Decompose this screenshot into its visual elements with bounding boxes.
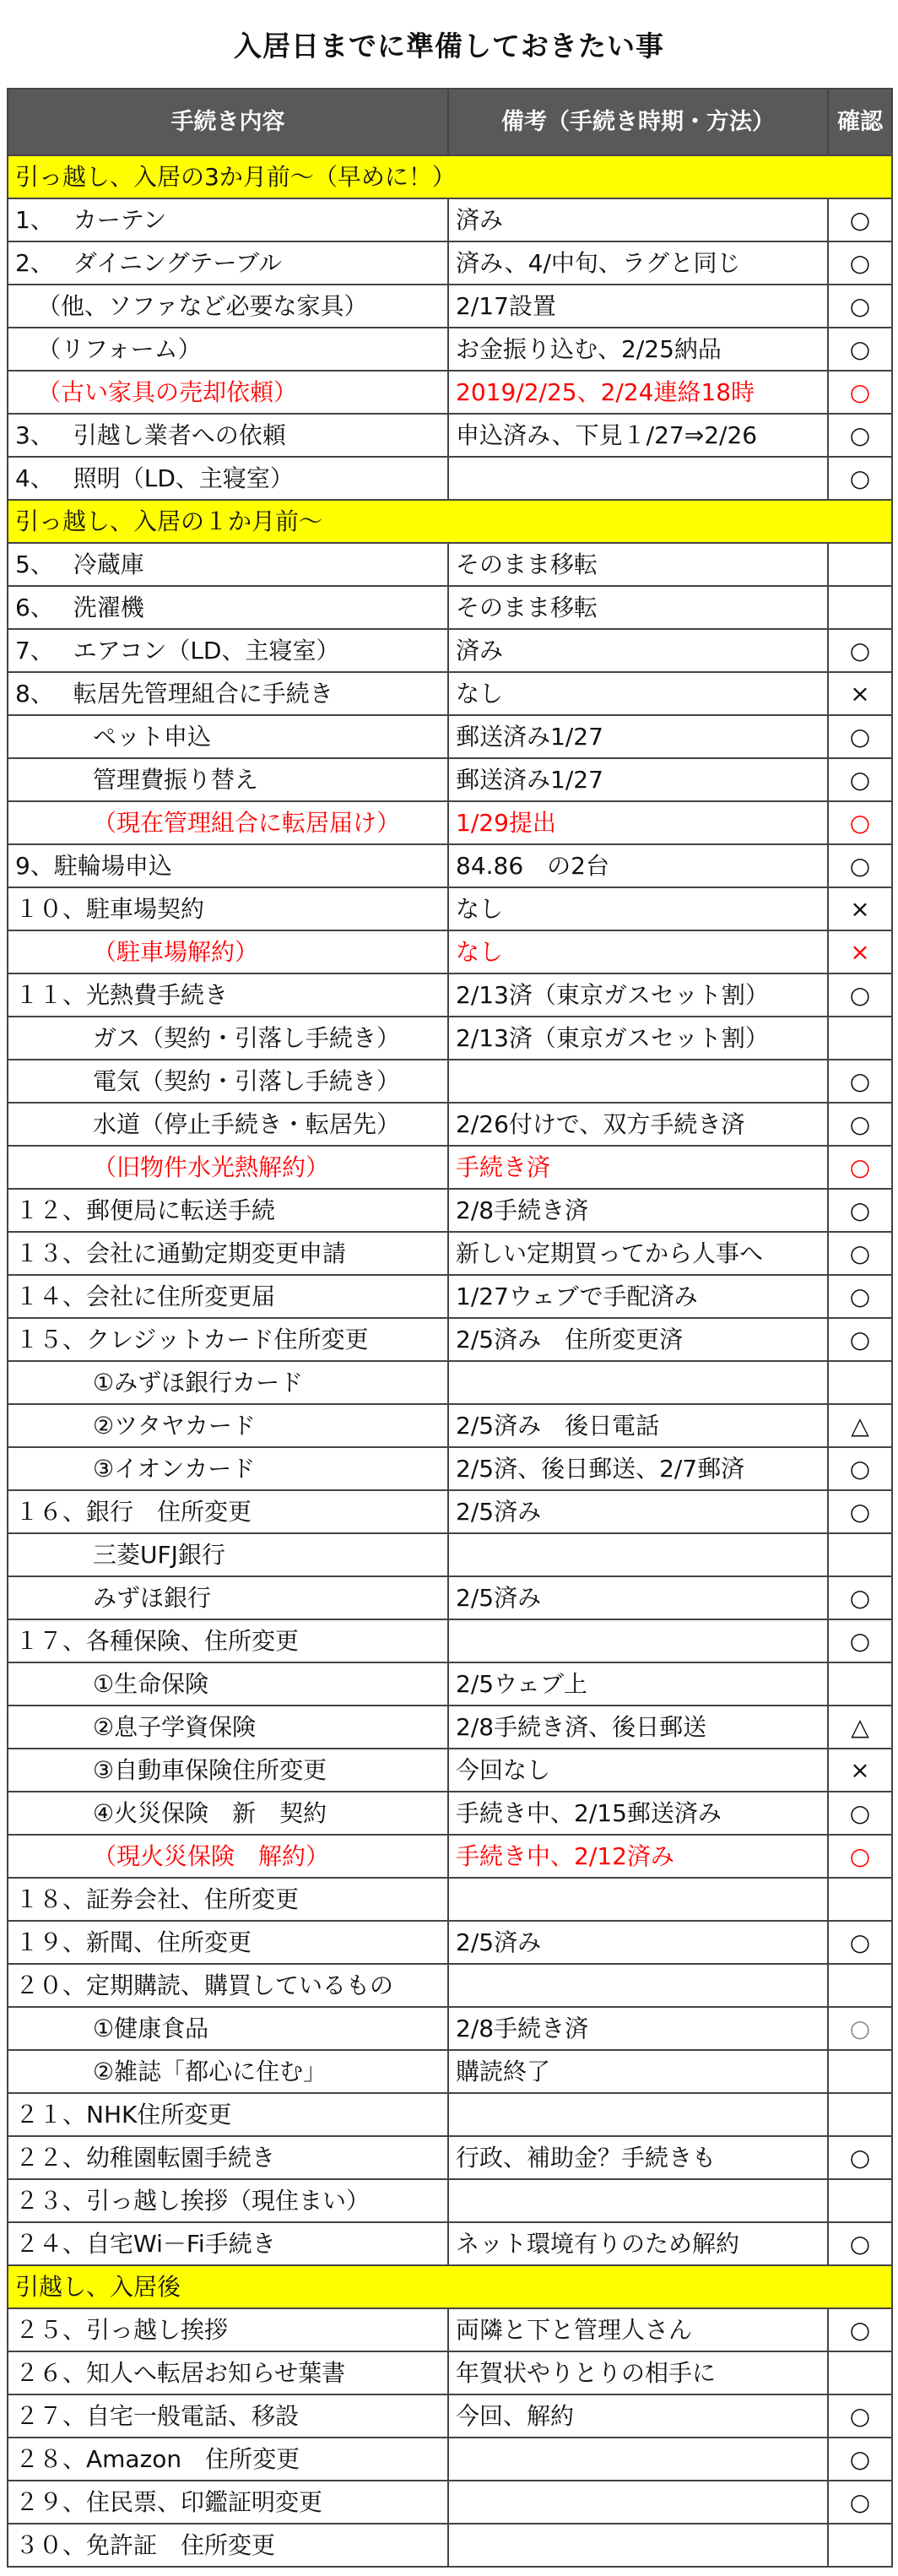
task-cell: ２１、NHK住所変更 bbox=[8, 2093, 448, 2136]
task-cell: １９、新聞、住所変更 bbox=[8, 1921, 448, 1964]
check-mark-cell: ○ bbox=[828, 2481, 892, 2524]
note-cell: 2/5済み 後日電話 bbox=[448, 1404, 828, 1447]
task-cell: ２８、Amazon 住所変更 bbox=[8, 2438, 448, 2481]
note-cell: 1/27ウェブで手配済み bbox=[448, 1275, 828, 1318]
note-cell: なし bbox=[448, 672, 828, 715]
check-mark-cell bbox=[828, 2524, 892, 2567]
note-cell bbox=[448, 1361, 828, 1404]
check-mark-cell: ○ bbox=[828, 2136, 892, 2179]
task-cell: ２９、住民票、印鑑証明変更 bbox=[8, 2481, 448, 2524]
note-cell: 新しい定期買ってから人事へ bbox=[448, 1232, 828, 1275]
task-cell: （他、ソファなど必要な家具） bbox=[8, 285, 448, 328]
note-cell bbox=[448, 457, 828, 500]
note-cell bbox=[448, 2524, 828, 2567]
check-mark-cell: ○ bbox=[828, 371, 892, 414]
task-cell: ③イオンカード bbox=[8, 1447, 448, 1490]
table-row bbox=[8, 1706, 892, 1749]
section-header-row bbox=[8, 500, 892, 543]
task-cell: １８、証券会社、住所変更 bbox=[8, 1878, 448, 1921]
header-task: 手続き内容 bbox=[8, 89, 448, 155]
table-row bbox=[8, 1490, 892, 1533]
note-cell: ネット環境有りのため解約 bbox=[448, 2222, 828, 2265]
task-cell: （リフォーム） bbox=[8, 328, 448, 371]
task-cell: ④火災保険 新 契約 bbox=[8, 1792, 448, 1835]
note-cell bbox=[448, 1964, 828, 2007]
checklist-table bbox=[7, 88, 893, 2568]
check-mark-cell: ○ bbox=[828, 1318, 892, 1361]
note-cell: 2/8手続き済 bbox=[448, 1189, 828, 1232]
table-row bbox=[8, 1619, 892, 1662]
table-row bbox=[8, 2524, 892, 2567]
check-mark-cell bbox=[828, 2093, 892, 2136]
check-mark-cell: ○ bbox=[828, 285, 892, 328]
note-cell: 2/5済み bbox=[448, 1921, 828, 1964]
table-row bbox=[8, 1361, 892, 1404]
check-mark-cell: × bbox=[828, 930, 892, 973]
check-mark-cell: ○ bbox=[828, 1103, 892, 1146]
table-row bbox=[8, 973, 892, 1017]
table-row bbox=[8, 328, 892, 371]
check-mark-cell bbox=[828, 1533, 892, 1576]
task-cell: ２２、幼稚園転園手続き bbox=[8, 2136, 448, 2179]
table-row bbox=[8, 543, 892, 586]
task-cell: （現火災保険 解約） bbox=[8, 1835, 448, 1878]
table-row bbox=[8, 2394, 892, 2438]
task-cell: （駐車場解約） bbox=[8, 930, 448, 973]
task-cell: ２４、自宅Wi－Fi手続き bbox=[8, 2222, 448, 2265]
table-row bbox=[8, 2093, 892, 2136]
note-cell bbox=[448, 2093, 828, 2136]
task-cell: 6、 洗濯機 bbox=[8, 586, 448, 629]
note-cell: 郵送済み1/27 bbox=[448, 758, 828, 801]
note-cell: 済み、4/中旬、ラグと同じ bbox=[448, 241, 828, 285]
note-cell bbox=[448, 2481, 828, 2524]
note-cell: 手続き済 bbox=[448, 1146, 828, 1189]
table-row bbox=[8, 1576, 892, 1619]
table-row bbox=[8, 414, 892, 457]
check-mark-cell: ○ bbox=[828, 241, 892, 285]
table-row bbox=[8, 2050, 892, 2093]
check-mark-cell bbox=[828, 1878, 892, 1921]
table-row bbox=[8, 1878, 892, 1921]
task-cell: １５、クレジットカード住所変更 bbox=[8, 1318, 448, 1361]
check-mark-cell: ○ bbox=[828, 2308, 892, 2351]
note-cell: 2/8手続き済 bbox=[448, 2007, 828, 2050]
note-cell: 済み bbox=[448, 629, 828, 672]
note-cell: 購読終了 bbox=[448, 2050, 828, 2093]
task-cell: みずほ銀行 bbox=[8, 1576, 448, 1619]
task-cell: 2、 ダイニングテーブル bbox=[8, 241, 448, 285]
table-row bbox=[8, 2007, 892, 2050]
table-row bbox=[8, 1792, 892, 1835]
note-cell: なし bbox=[448, 887, 828, 930]
task-cell: １０、駐車場契約 bbox=[8, 887, 448, 930]
table-row bbox=[8, 758, 892, 801]
note-cell: 2/13済（東京ガスセット割） bbox=[448, 973, 828, 1017]
task-cell: ２６、知人へ転居お知らせ葉書 bbox=[8, 2351, 448, 2394]
check-mark-cell bbox=[828, 1361, 892, 1404]
table-row bbox=[8, 198, 892, 241]
check-mark-cell: ○ bbox=[828, 1275, 892, 1318]
check-mark-cell: ○ bbox=[828, 414, 892, 457]
table-row bbox=[8, 457, 892, 500]
table-row bbox=[8, 672, 892, 715]
note-cell: 済み bbox=[448, 198, 828, 241]
table-row bbox=[8, 1060, 892, 1103]
note-cell bbox=[448, 2438, 828, 2481]
table-row bbox=[8, 1017, 892, 1060]
note-cell: 2/13済（東京ガスセット割） bbox=[448, 1017, 828, 1060]
check-mark-cell: ○ bbox=[828, 2007, 892, 2050]
task-cell: ①健康食品 bbox=[8, 2007, 448, 2050]
note-cell: 2019/2/25、2/24連絡18時 bbox=[448, 371, 828, 414]
task-cell: ②ツタヤカード bbox=[8, 1404, 448, 1447]
section-header-row bbox=[8, 2265, 892, 2308]
note-cell bbox=[448, 1619, 828, 1662]
check-mark-cell: ○ bbox=[828, 1490, 892, 1533]
check-mark-cell: ○ bbox=[828, 2394, 892, 2438]
task-cell: １２、郵便局に転送手続 bbox=[8, 1189, 448, 1232]
table-row bbox=[8, 1232, 892, 1275]
task-cell: １６、銀行 住所変更 bbox=[8, 1490, 448, 1533]
note-cell: 郵送済み1/27 bbox=[448, 715, 828, 758]
task-cell: ①生命保険 bbox=[8, 1662, 448, 1706]
check-mark-cell: ○ bbox=[828, 1792, 892, 1835]
header-check: 確認 bbox=[828, 89, 892, 155]
checklist-body bbox=[8, 155, 892, 2567]
note-cell: 2/17設置 bbox=[448, 285, 828, 328]
check-mark-cell: ○ bbox=[828, 1576, 892, 1619]
task-cell: 三菱UFJ銀行 bbox=[8, 1533, 448, 1576]
note-cell: お金振り込む、2/25納品 bbox=[448, 328, 828, 371]
check-mark-cell: ○ bbox=[828, 1447, 892, 1490]
table-row bbox=[8, 2481, 892, 2524]
check-mark-cell: ○ bbox=[828, 2438, 892, 2481]
table-row bbox=[8, 2179, 892, 2222]
table-row bbox=[8, 241, 892, 285]
note-cell: 2/5済み bbox=[448, 1576, 828, 1619]
note-cell: 今回、解約 bbox=[448, 2394, 828, 2438]
table-row bbox=[8, 1662, 892, 1706]
check-mark-cell: ○ bbox=[828, 1146, 892, 1189]
check-mark-cell: × bbox=[828, 887, 892, 930]
task-cell: 4、 照明（LD、主寝室） bbox=[8, 457, 448, 500]
table-row bbox=[8, 2351, 892, 2394]
check-mark-cell: ○ bbox=[828, 758, 892, 801]
header-row bbox=[8, 89, 892, 155]
check-mark-cell: ○ bbox=[828, 2222, 892, 2265]
task-cell: ２０、定期購読、購買しているもの bbox=[8, 1964, 448, 2007]
task-cell: 7、 エアコン（LD、主寝室） bbox=[8, 629, 448, 672]
table-row bbox=[8, 2438, 892, 2481]
note-cell: 2/5済み bbox=[448, 1490, 828, 1533]
note-cell: 1/29提出 bbox=[448, 801, 828, 844]
note-cell: 2/5済、後日郵送、2/7郵済 bbox=[448, 1447, 828, 1490]
table-row bbox=[8, 2308, 892, 2351]
check-mark-cell: ○ bbox=[828, 1060, 892, 1103]
table-row bbox=[8, 1964, 892, 2007]
table-row bbox=[8, 285, 892, 328]
table-row bbox=[8, 715, 892, 758]
task-cell: 3、 引越し業者への依頼 bbox=[8, 414, 448, 457]
task-cell: 1、 カーテン bbox=[8, 198, 448, 241]
table-row bbox=[8, 1275, 892, 1318]
task-cell: １７、各種保険、住所変更 bbox=[8, 1619, 448, 1662]
task-cell: ②雑誌「都心に住む」 bbox=[8, 2050, 448, 2093]
note-cell bbox=[448, 1878, 828, 1921]
task-cell: （旧物件水光熱解約） bbox=[8, 1146, 448, 1189]
task-cell: ２７、自宅一般電話、移設 bbox=[8, 2394, 448, 2438]
table-row bbox=[8, 1749, 892, 1792]
table-row bbox=[8, 887, 892, 930]
task-cell: ２５、引っ越し挨拶 bbox=[8, 2308, 448, 2351]
note-cell bbox=[448, 2179, 828, 2222]
check-mark-cell: ○ bbox=[828, 1189, 892, 1232]
section-header-row bbox=[8, 155, 892, 198]
page-title: 入居日までに準備しておきたい事 bbox=[234, 29, 664, 62]
check-mark-cell: ○ bbox=[828, 457, 892, 500]
note-cell: 2/26付けで、双方手続き済 bbox=[448, 1103, 828, 1146]
header-note: 備考（手続き時期・方法） bbox=[448, 89, 828, 155]
note-cell: 2/8手続き済、後日郵送 bbox=[448, 1706, 828, 1749]
table-row bbox=[8, 930, 892, 973]
table-row bbox=[8, 2136, 892, 2179]
check-mark-cell bbox=[828, 1017, 892, 1060]
check-mark-cell: △ bbox=[828, 1404, 892, 1447]
table-row bbox=[8, 1103, 892, 1146]
check-mark-cell: ○ bbox=[828, 715, 892, 758]
table-row bbox=[8, 2222, 892, 2265]
task-cell: １３、会社に通勤定期変更申請 bbox=[8, 1232, 448, 1275]
check-mark-cell: ○ bbox=[828, 844, 892, 887]
check-mark-cell: ○ bbox=[828, 328, 892, 371]
task-cell: 管理費振り替え bbox=[8, 758, 448, 801]
table-row bbox=[8, 1318, 892, 1361]
note-cell: そのまま移転 bbox=[448, 543, 828, 586]
task-cell: ③自動車保険住所変更 bbox=[8, 1749, 448, 1792]
check-mark-cell: ○ bbox=[828, 973, 892, 1017]
note-cell: 両隣と下と管理人さん bbox=[448, 2308, 828, 2351]
table-row bbox=[8, 844, 892, 887]
note-cell bbox=[448, 1060, 828, 1103]
note-cell: 行政、補助金？手続きも bbox=[448, 2136, 828, 2179]
check-mark-cell: × bbox=[828, 672, 892, 715]
note-cell bbox=[448, 1533, 828, 1576]
table-row bbox=[8, 1533, 892, 1576]
task-cell: （古い家具の売却依頼） bbox=[8, 371, 448, 414]
note-cell: そのまま移転 bbox=[448, 586, 828, 629]
check-mark-cell bbox=[828, 2351, 892, 2394]
task-cell: ３０、免許証 住所変更 bbox=[8, 2524, 448, 2567]
note-cell: 申込済み、下見１/27⇒2/26 bbox=[448, 414, 828, 457]
table-row bbox=[8, 1404, 892, 1447]
table-row bbox=[8, 371, 892, 414]
check-mark-cell: ○ bbox=[828, 1835, 892, 1878]
note-cell: 年賀状やりとりの相手に bbox=[448, 2351, 828, 2394]
task-cell: ２３、引っ越し挨拶（現住まい） bbox=[8, 2179, 448, 2222]
task-cell: ガス（契約・引落し手続き） bbox=[8, 1017, 448, 1060]
note-cell: 手続き中、2/12済み bbox=[448, 1835, 828, 1878]
check-mark-cell bbox=[828, 1964, 892, 2007]
section-title: 引越し、入居後 bbox=[8, 2265, 892, 2308]
check-mark-cell bbox=[828, 2179, 892, 2222]
check-mark-cell bbox=[828, 2050, 892, 2093]
check-mark-cell: ○ bbox=[828, 1921, 892, 1964]
check-mark-cell bbox=[828, 543, 892, 586]
check-mark-cell: ○ bbox=[828, 1619, 892, 1662]
note-cell: なし bbox=[448, 930, 828, 973]
table-row bbox=[8, 1189, 892, 1232]
note-cell: 84.86 の2台 bbox=[448, 844, 828, 887]
table-row bbox=[8, 1447, 892, 1490]
check-mark-cell: ○ bbox=[828, 1232, 892, 1275]
table-row bbox=[8, 1835, 892, 1878]
section-title: 引っ越し、入居の3か月前～（早めに！） bbox=[8, 155, 892, 198]
table-row bbox=[8, 1921, 892, 1964]
note-cell: 手続き中、2/15郵送済み bbox=[448, 1792, 828, 1835]
table-row bbox=[8, 586, 892, 629]
task-cell: 水道（停止手続き・転居先） bbox=[8, 1103, 448, 1146]
table-row bbox=[8, 801, 892, 844]
check-mark-cell: ○ bbox=[828, 801, 892, 844]
task-cell: ペット申込 bbox=[8, 715, 448, 758]
check-mark-cell: ○ bbox=[828, 198, 892, 241]
table-row bbox=[8, 1146, 892, 1189]
task-cell: 電気（契約・引落し手続き） bbox=[8, 1060, 448, 1103]
section-title: 引っ越し、入居の１か月前～ bbox=[8, 500, 892, 543]
check-mark-cell bbox=[828, 1662, 892, 1706]
task-cell: 9、駐輪場申込 bbox=[8, 844, 448, 887]
table-row bbox=[8, 629, 892, 672]
note-cell: 2/5済み 住所変更済 bbox=[448, 1318, 828, 1361]
task-cell: （現在管理組合に転居届け） bbox=[8, 801, 448, 844]
task-cell: １４、会社に住所変更届 bbox=[8, 1275, 448, 1318]
task-cell: １１、光熱費手続き bbox=[8, 973, 448, 1017]
task-cell: 5、 冷蔵庫 bbox=[8, 543, 448, 586]
check-mark-cell bbox=[828, 586, 892, 629]
check-mark-cell: △ bbox=[828, 1706, 892, 1749]
check-mark-cell: × bbox=[828, 1749, 892, 1792]
note-cell: 今回なし bbox=[448, 1749, 828, 1792]
check-mark-cell: ○ bbox=[828, 629, 892, 672]
note-cell: 2/5ウェブ上 bbox=[448, 1662, 828, 1706]
task-cell: 8、 転居先管理組合に手続き bbox=[8, 672, 448, 715]
task-cell: ②息子学資保険 bbox=[8, 1706, 448, 1749]
task-cell: ①みずほ銀行カード bbox=[8, 1361, 448, 1404]
